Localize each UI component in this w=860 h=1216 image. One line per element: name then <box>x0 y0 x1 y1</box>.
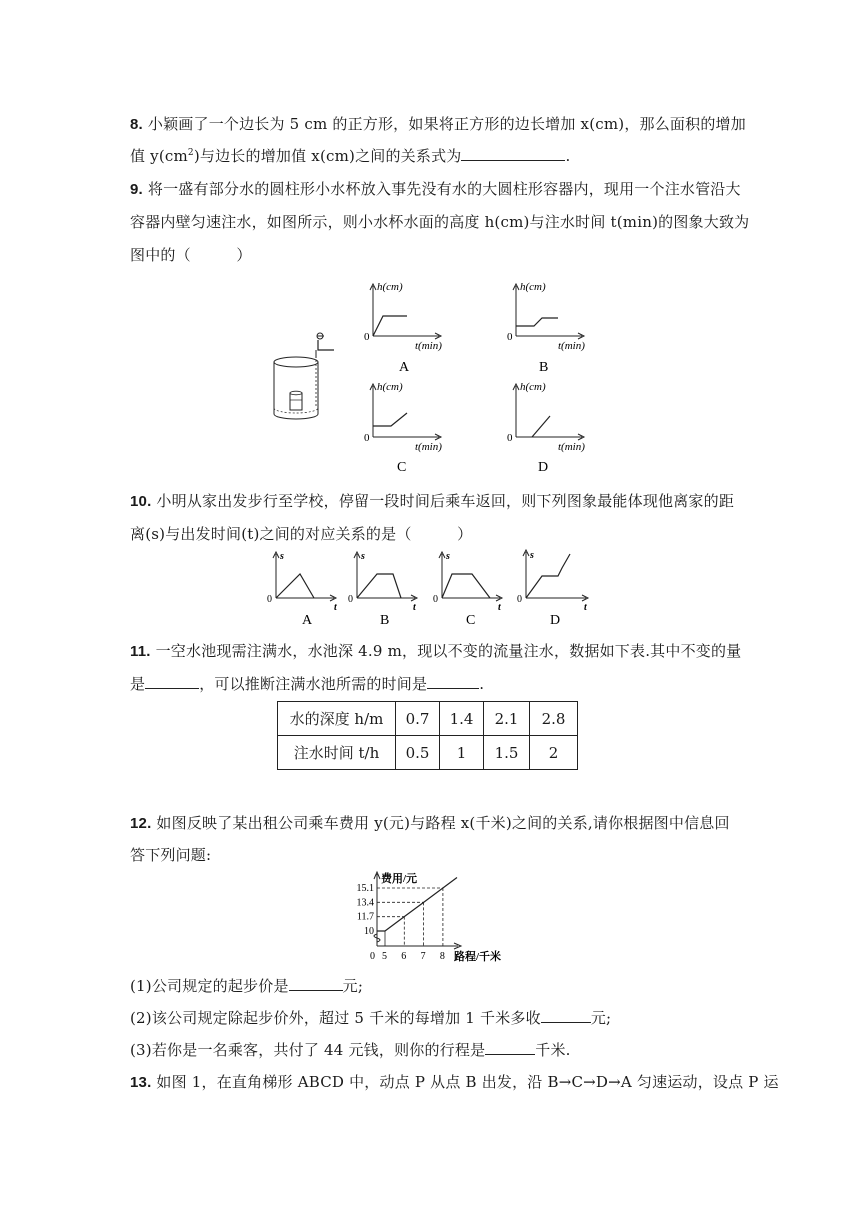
table-cell: 2.1 <box>484 702 530 736</box>
q10-graph-c-ylabel: s <box>446 551 450 562</box>
q9-graph-d-origin: 0 <box>507 432 513 444</box>
q12-answer-blank-1[interactable] <box>289 976 343 991</box>
table-header-cell: 水的深度 h/m <box>278 702 396 736</box>
q8-line-2 <box>130 145 570 166</box>
q11-line-1 <box>130 640 741 661</box>
q9-graph-b-ylabel: h(cm) <box>520 281 546 293</box>
q9-graph-d <box>498 380 598 475</box>
q10-graph-b <box>343 548 423 628</box>
q8-text-2a: 值 y(cm <box>130 147 188 165</box>
q13-number: 13. <box>130 1074 152 1091</box>
q13-text-1: 如图 1，在直角梯形 ABCD 中，动点 P 从点 B 出发，沿 B→C→D→A 匀速运动，设点 P 运 <box>156 1073 779 1091</box>
q9-line-1 <box>130 178 741 199</box>
q10-line-1 <box>130 490 734 511</box>
q10-graph-a <box>262 548 342 628</box>
q12-line-2 <box>130 844 211 865</box>
q11-text-2b: ，可以推断注满水池所需的时间是 <box>199 675 428 693</box>
q11-data-table <box>277 701 578 770</box>
q9-graph-b-label: B <box>539 360 549 375</box>
q8-text-1: 小颖画了一个边长为 5 cm 的正方形，如果将正方形的边长增加 x(cm)，那么面积的增加 <box>147 115 746 133</box>
table-row <box>278 702 578 736</box>
q13-line-1 <box>130 1071 779 1092</box>
q10-graph-c <box>428 548 508 628</box>
q9-graph-c-ylabel: h(cm) <box>377 381 403 393</box>
q9-text-2: 容器内壁匀速注水，如图所示，则小水杯水面的高度 h(cm)与注水时间 t(min)的图象大致为 <box>130 213 750 231</box>
q9-line-2 <box>130 211 749 232</box>
q9-graph-b <box>498 280 598 375</box>
q9-container-illustration <box>262 330 342 428</box>
q12-sub-3-end: 千米. <box>535 1041 571 1059</box>
q9-graph-d-label: D <box>538 460 549 475</box>
chart-series-line <box>377 878 457 931</box>
q10-line-2 <box>130 523 472 544</box>
chart-guide-lines <box>377 888 443 946</box>
q9-graph-d-xlabel: t(min) <box>558 441 585 453</box>
chart-y-tick-label: 15.1 <box>356 883 374 894</box>
table-cell: 1.4 <box>440 702 484 736</box>
q12-answer-blank-2[interactable] <box>541 1008 591 1023</box>
q11-text-2a: 是 <box>130 675 146 693</box>
q8-number: 8. <box>130 116 143 133</box>
table-cell: 2.8 <box>530 702 578 736</box>
q9-graph-a-ylabel: h(cm) <box>377 281 403 293</box>
q9-graph-c-origin: 0 <box>364 432 370 444</box>
q8-end: . <box>565 147 571 165</box>
q8-text-2b: )与边长的增加值 x(cm)之间的关系式为 <box>193 147 462 165</box>
table-cell: 0.7 <box>396 702 440 736</box>
chart-series <box>377 878 457 931</box>
q10-graph-a-xlabel: t <box>334 602 337 613</box>
q11-end: . <box>479 675 485 693</box>
q10-graph-b-xlabel: t <box>413 602 416 613</box>
q11-line-2 <box>130 673 484 694</box>
q12-answer-blank-3[interactable] <box>485 1040 535 1055</box>
q9-text-3: 图中的（ ） <box>130 246 252 264</box>
table-cell: 1 <box>440 736 484 770</box>
chart-x-tick-label: 7 <box>420 951 426 962</box>
q8-answer-blank[interactable] <box>461 146 565 161</box>
chart-x-axis-label: 路程/千米 <box>454 951 502 963</box>
q10-text-1: 小明从家出发步行至学校，停留一段时间后乘车返回，则下列图象最能体现他离家的距 <box>156 492 735 510</box>
q12-sub-2 <box>130 1007 611 1028</box>
table-cell: 0.5 <box>396 736 440 770</box>
q9-graph-a <box>355 280 455 375</box>
q10-graph-c-origin: 0 <box>433 594 438 605</box>
q11-answer-blank-1[interactable] <box>145 674 199 689</box>
table-cell: 1.5 <box>484 736 530 770</box>
q10-graph-c-xlabel: t <box>498 602 501 613</box>
q12-text-2: 答下列问题: <box>130 846 212 864</box>
chart-origin-label: 0 <box>370 951 375 962</box>
q10-graph-b-origin: 0 <box>348 594 353 605</box>
q9-number: 9. <box>130 181 143 198</box>
q9-graph-a-xlabel: t(min) <box>415 340 442 352</box>
q8-superscript: 2 <box>187 148 194 158</box>
q11-number: 11. <box>130 643 151 660</box>
q12-number: 12. <box>130 815 152 832</box>
q12-sub-2-end: 元; <box>590 1009 612 1027</box>
q12-line-1 <box>130 812 730 833</box>
q10-text-2: 离(s)与出发时间(t)之间的对应关系的是（ ） <box>130 525 473 543</box>
q10-graph-d-label: D <box>550 613 561 628</box>
q10-graph-c-label: C <box>466 613 476 628</box>
q9-graph-a-label: A <box>399 360 410 375</box>
q12-sub-3 <box>130 1039 571 1060</box>
table-header-cell: 注水时间 t/h <box>278 736 396 770</box>
q9-graph-a-origin: 0 <box>364 331 370 343</box>
q9-text-1: 将一盛有部分水的圆柱形小水杯放入事先没有水的大圆柱形容器内，现用一个注水管沿大 <box>147 180 741 198</box>
q10-graph-d-origin: 0 <box>517 594 522 605</box>
q10-graph-a-origin: 0 <box>267 594 272 605</box>
q9-graph-c-xlabel: t(min) <box>415 441 442 453</box>
q8-line-1 <box>130 113 746 134</box>
q10-graph-d-xlabel: t <box>584 602 587 613</box>
q9-graph-b-xlabel: t(min) <box>558 340 585 352</box>
chart-y-tick-label: 11.7 <box>356 911 374 923</box>
q12-fare-chart <box>330 868 520 966</box>
chart-y-tick-label: 13.4 <box>356 897 374 909</box>
q10-graph-d-ylabel: s <box>530 550 534 561</box>
q10-graph-d <box>512 548 596 628</box>
q9-line-3 <box>130 244 252 265</box>
q12-sub-1 <box>130 975 363 996</box>
chart-x-tick-label: 6 <box>401 951 407 962</box>
q9-graph-c-label: C <box>397 460 407 475</box>
chart-x-tick-label: 5 <box>382 951 387 962</box>
q9-graph-b-origin: 0 <box>507 331 513 343</box>
q12-text-1: 如图反映了某出租公司乘车费用 y(元)与路程 x(千米)之间的关系,请你根据图中信息回 <box>156 814 730 832</box>
q11-answer-blank-2[interactable] <box>427 674 479 689</box>
q10-graph-b-ylabel: s <box>361 551 365 562</box>
q12-sub-3-text: (3)若你是一名乘客，共付了 44 元钱，则你的行程是 <box>130 1041 486 1059</box>
q12-sub-1-end: 元; <box>342 977 364 995</box>
q12-sub-1-text: (1)公司规定的起步价是 <box>130 977 289 995</box>
chart-y-tick-label: 10 <box>364 926 374 937</box>
q12-sub-2-text: (2)该公司规定除起步价外，超过 5 千米的每增加 1 千米多收 <box>130 1009 541 1027</box>
q11-text-1: 一空水池现需注满水，水池深 4.9 m，现以不变的流量注水，数据如下表.其中不变的量 <box>155 642 742 660</box>
q9-graph-d-ylabel: h(cm) <box>520 381 546 393</box>
q10-graph-a-label: A <box>302 613 313 628</box>
table-cell: 2 <box>530 736 578 770</box>
chart-x-tick-label: 8 <box>439 951 445 962</box>
table-row <box>278 736 578 770</box>
q10-graph-a-ylabel: s <box>280 551 284 562</box>
q9-graph-c <box>355 380 455 475</box>
chart-y-axis-label: 费用/元 <box>381 873 418 885</box>
q10-graph-b-label: B <box>380 613 390 628</box>
q10-number: 10. <box>130 493 152 510</box>
